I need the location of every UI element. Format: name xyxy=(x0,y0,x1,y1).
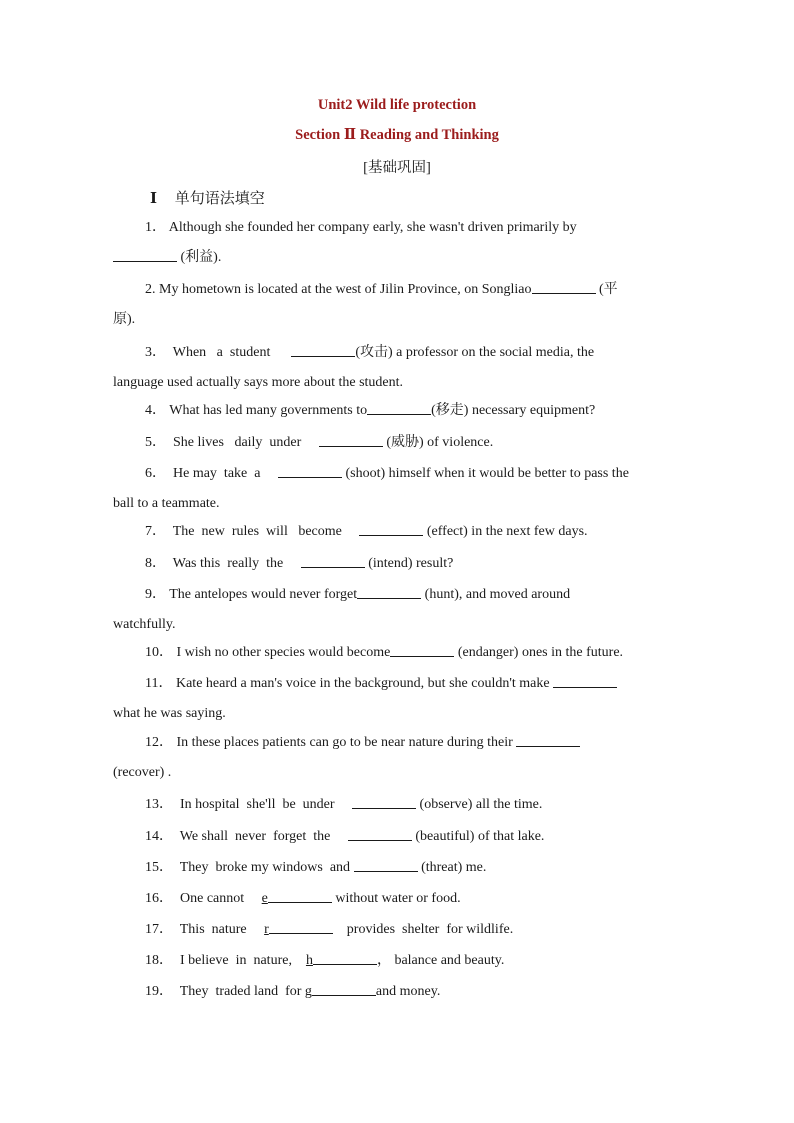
answer-blank[interactable] xyxy=(113,247,177,262)
question-line: 9． The antelopes would never forget (hunt), and moved around xyxy=(113,580,680,610)
answer-blank[interactable] xyxy=(553,673,617,688)
question-line: 原). xyxy=(113,311,136,327)
section-title: Section Ⅱ Reading and Thinking xyxy=(295,127,499,143)
hint-letter: g xyxy=(304,984,312,999)
question-line: (利益). xyxy=(113,243,680,273)
question-16 xyxy=(113,884,680,914)
hint-letter: r xyxy=(264,922,269,937)
answer-blank[interactable] xyxy=(359,521,423,536)
question-2 xyxy=(113,275,680,334)
question-line: 4． What has led many governments to (移走) necessary equipment? xyxy=(113,396,680,426)
question-19 xyxy=(113,977,680,1007)
question-11 xyxy=(113,669,680,728)
question-line: 13． In hospital she'll be under (observe) all the time. xyxy=(113,790,680,820)
question-line: 5． She lives daily under (威胁) of violence. xyxy=(113,428,680,458)
question-7 xyxy=(113,517,680,547)
question-line: 8． Was this really the (intend) result? xyxy=(113,549,680,579)
question-9 xyxy=(113,580,680,639)
question-14 xyxy=(113,822,680,852)
question-line: 12． In these places patients can go to be near nature during their xyxy=(113,728,680,758)
answer-blank[interactable] xyxy=(268,888,332,903)
question-1 xyxy=(113,213,680,272)
answer-blank[interactable] xyxy=(291,342,355,357)
answer-blank[interactable] xyxy=(357,584,421,599)
unit-title: Unit2 Wild life protection xyxy=(317,97,477,113)
question-18 xyxy=(113,946,680,976)
answer-blank[interactable] xyxy=(352,794,416,809)
question-line: 15． They broke my windows and (threat) me. xyxy=(113,853,680,883)
question-17 xyxy=(113,915,680,945)
question-line: 2. My hometown is located at the west of Jilin Province, on Songliao (平 xyxy=(113,275,680,305)
question-4 xyxy=(113,396,680,426)
question-8 xyxy=(113,549,680,579)
question-15 xyxy=(113,853,680,883)
answer-blank[interactable] xyxy=(354,857,418,872)
hint-letter: e xyxy=(261,891,268,906)
question-line: 17． This nature r provides shelter for wildlife. xyxy=(113,915,680,945)
answer-blank[interactable] xyxy=(319,432,383,447)
answer-blank[interactable] xyxy=(516,732,580,747)
question-12 xyxy=(113,728,680,787)
answer-blank[interactable] xyxy=(269,919,333,934)
section-tag: [基础巩固] xyxy=(363,160,431,176)
question-3 xyxy=(113,338,680,397)
question-line: 11． Kate heard a man's voice in the background, but she couldn't make xyxy=(113,669,680,699)
part-title: 单句语法填空 xyxy=(174,191,265,207)
question-line: 3． When a student (攻击) a professor on the social media, the xyxy=(113,338,680,368)
question-line: 1． Although she founded her company early, she wasn't driven primarily by xyxy=(145,220,577,235)
question-line: 10． I wish no other species would become (endanger) ones in the future. xyxy=(113,638,680,668)
question-line: ball to a teammate. xyxy=(113,495,220,511)
answer-blank[interactable] xyxy=(301,553,365,568)
question-10 xyxy=(113,638,680,668)
question-line: 19． They traded land for g and money. xyxy=(113,977,680,1007)
question-line: (recover) . xyxy=(113,764,172,780)
question-line: 18． I believe in nature, h ， balance and beauty. xyxy=(113,946,680,976)
question-line: what he was saying. xyxy=(113,705,226,721)
question-line: language used actually says more about the student. xyxy=(113,374,404,390)
question-13 xyxy=(113,790,680,820)
question-line: 6． He may take a (shoot) himself when it would be better to pass the xyxy=(113,459,680,489)
answer-blank[interactable] xyxy=(348,826,412,841)
question-line: 16． One cannot e without water or food. xyxy=(113,884,680,914)
question-line: watchfully. xyxy=(113,616,176,632)
question-line: 14． We shall never forget the (beautiful) of that lake. xyxy=(113,822,680,852)
question-line: 7． The new rules will become (effect) in the next few days. xyxy=(113,517,680,547)
part-heading xyxy=(150,187,265,208)
part-number: Ⅰ xyxy=(150,191,158,207)
answer-blank[interactable] xyxy=(278,463,342,478)
answer-blank[interactable] xyxy=(367,400,431,415)
question-5 xyxy=(113,428,680,458)
answer-blank[interactable] xyxy=(532,279,596,294)
answer-blank[interactable] xyxy=(312,981,376,996)
answer-blank[interactable] xyxy=(313,950,377,965)
question-6 xyxy=(113,459,680,518)
answer-blank[interactable] xyxy=(390,642,454,657)
hint-letter: h xyxy=(305,953,313,968)
